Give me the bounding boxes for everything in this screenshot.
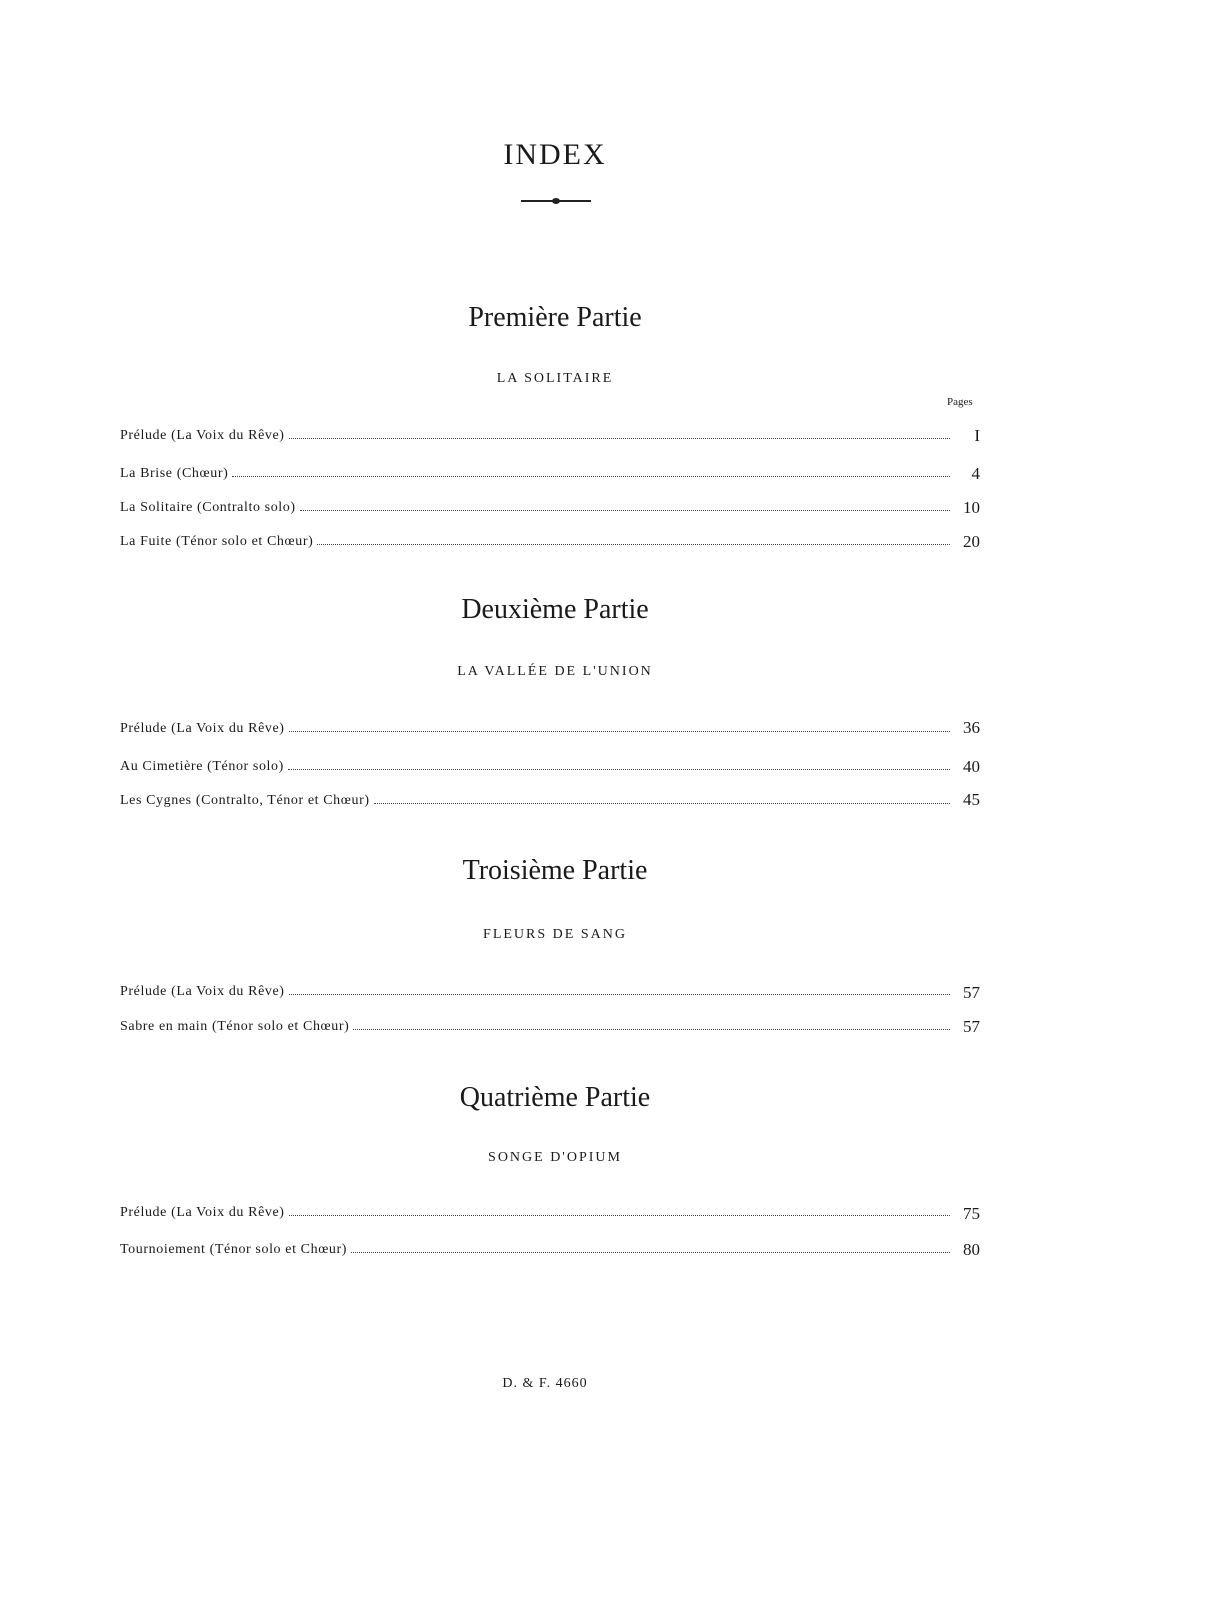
entry-title: Tournoiement (Ténor solo et Chœur) <box>120 1242 348 1257</box>
dot-leader <box>351 1252 950 1253</box>
publisher-plate-number: D. & F. 4660 <box>502 1376 588 1391</box>
part-2-subtitle: LA VALLÉE DE L'UNION <box>457 664 653 679</box>
entry-title: La Solitaire (Contralto solo) <box>120 500 296 515</box>
entry-title: Les Cygnes (Contralto, Ténor et Chœur) <box>120 793 370 808</box>
toc-entry <box>120 1205 950 1221</box>
entry-page-number: 45 <box>963 790 980 809</box>
entry-page-number: 10 <box>963 498 980 517</box>
title-ornament-rule <box>521 200 591 202</box>
entry-page-number: 57 <box>963 983 980 1002</box>
toc-entry <box>120 428 950 444</box>
entry-page-number: 57 <box>963 1017 980 1036</box>
part-3-title: Troisième Partie <box>462 855 648 886</box>
dot-leader <box>289 438 950 439</box>
part-2-title: Deuxième Partie <box>461 594 649 625</box>
toc-entry <box>120 500 950 516</box>
entry-page-number: 75 <box>963 1204 980 1223</box>
entry-page-number: 40 <box>963 757 980 776</box>
entry-page-number: 4 <box>971 464 980 483</box>
toc-entry <box>120 984 950 1000</box>
toc-entry <box>120 759 950 775</box>
dot-leader <box>353 1029 950 1030</box>
part-1-subtitle: LA SOLITAIRE <box>496 371 614 386</box>
part-4-title: Quatrième Partie <box>459 1082 651 1113</box>
entry-title: Prélude (La Voix du Rêve) <box>120 428 285 443</box>
part-3-subtitle: FLEURS DE SANG <box>483 927 627 942</box>
dot-leader <box>374 803 950 804</box>
toc-entry <box>120 1242 950 1258</box>
toc-entry <box>120 466 950 482</box>
entry-title: La Fuite (Ténor solo et Chœur) <box>120 534 314 549</box>
entry-page-number: 20 <box>963 532 980 551</box>
part-1-title: Première Partie <box>468 302 642 333</box>
toc-entry <box>120 721 950 737</box>
part-4-subtitle: SONGE D'OPIUM <box>488 1150 622 1165</box>
entry-title: Prélude (La Voix du Rêve) <box>120 984 285 999</box>
pages-column-label: Pages <box>947 396 973 408</box>
dot-leader <box>288 769 950 770</box>
dot-leader <box>289 994 950 995</box>
entry-title: Prélude (La Voix du Rêve) <box>120 721 285 736</box>
toc-entry <box>120 534 950 550</box>
entry-title: Prélude (La Voix du Rêve) <box>120 1205 285 1220</box>
dot-leader <box>300 510 950 511</box>
entry-title: Au Cimetière (Ténor solo) <box>120 759 284 774</box>
page-title: INDEX <box>503 138 607 171</box>
dot-leader <box>289 731 950 732</box>
entry-title: Sabre en main (Ténor solo et Chœur) <box>120 1019 350 1034</box>
dot-leader <box>232 476 950 477</box>
dot-leader <box>289 1215 950 1216</box>
entry-page-number: I <box>974 426 980 445</box>
entry-title: La Brise (Chœur) <box>120 466 229 481</box>
entry-page-number: 36 <box>963 718 980 737</box>
toc-entry <box>120 1019 950 1035</box>
toc-entry <box>120 793 950 809</box>
dot-leader <box>317 544 950 545</box>
entry-page-number: 80 <box>963 1240 980 1259</box>
